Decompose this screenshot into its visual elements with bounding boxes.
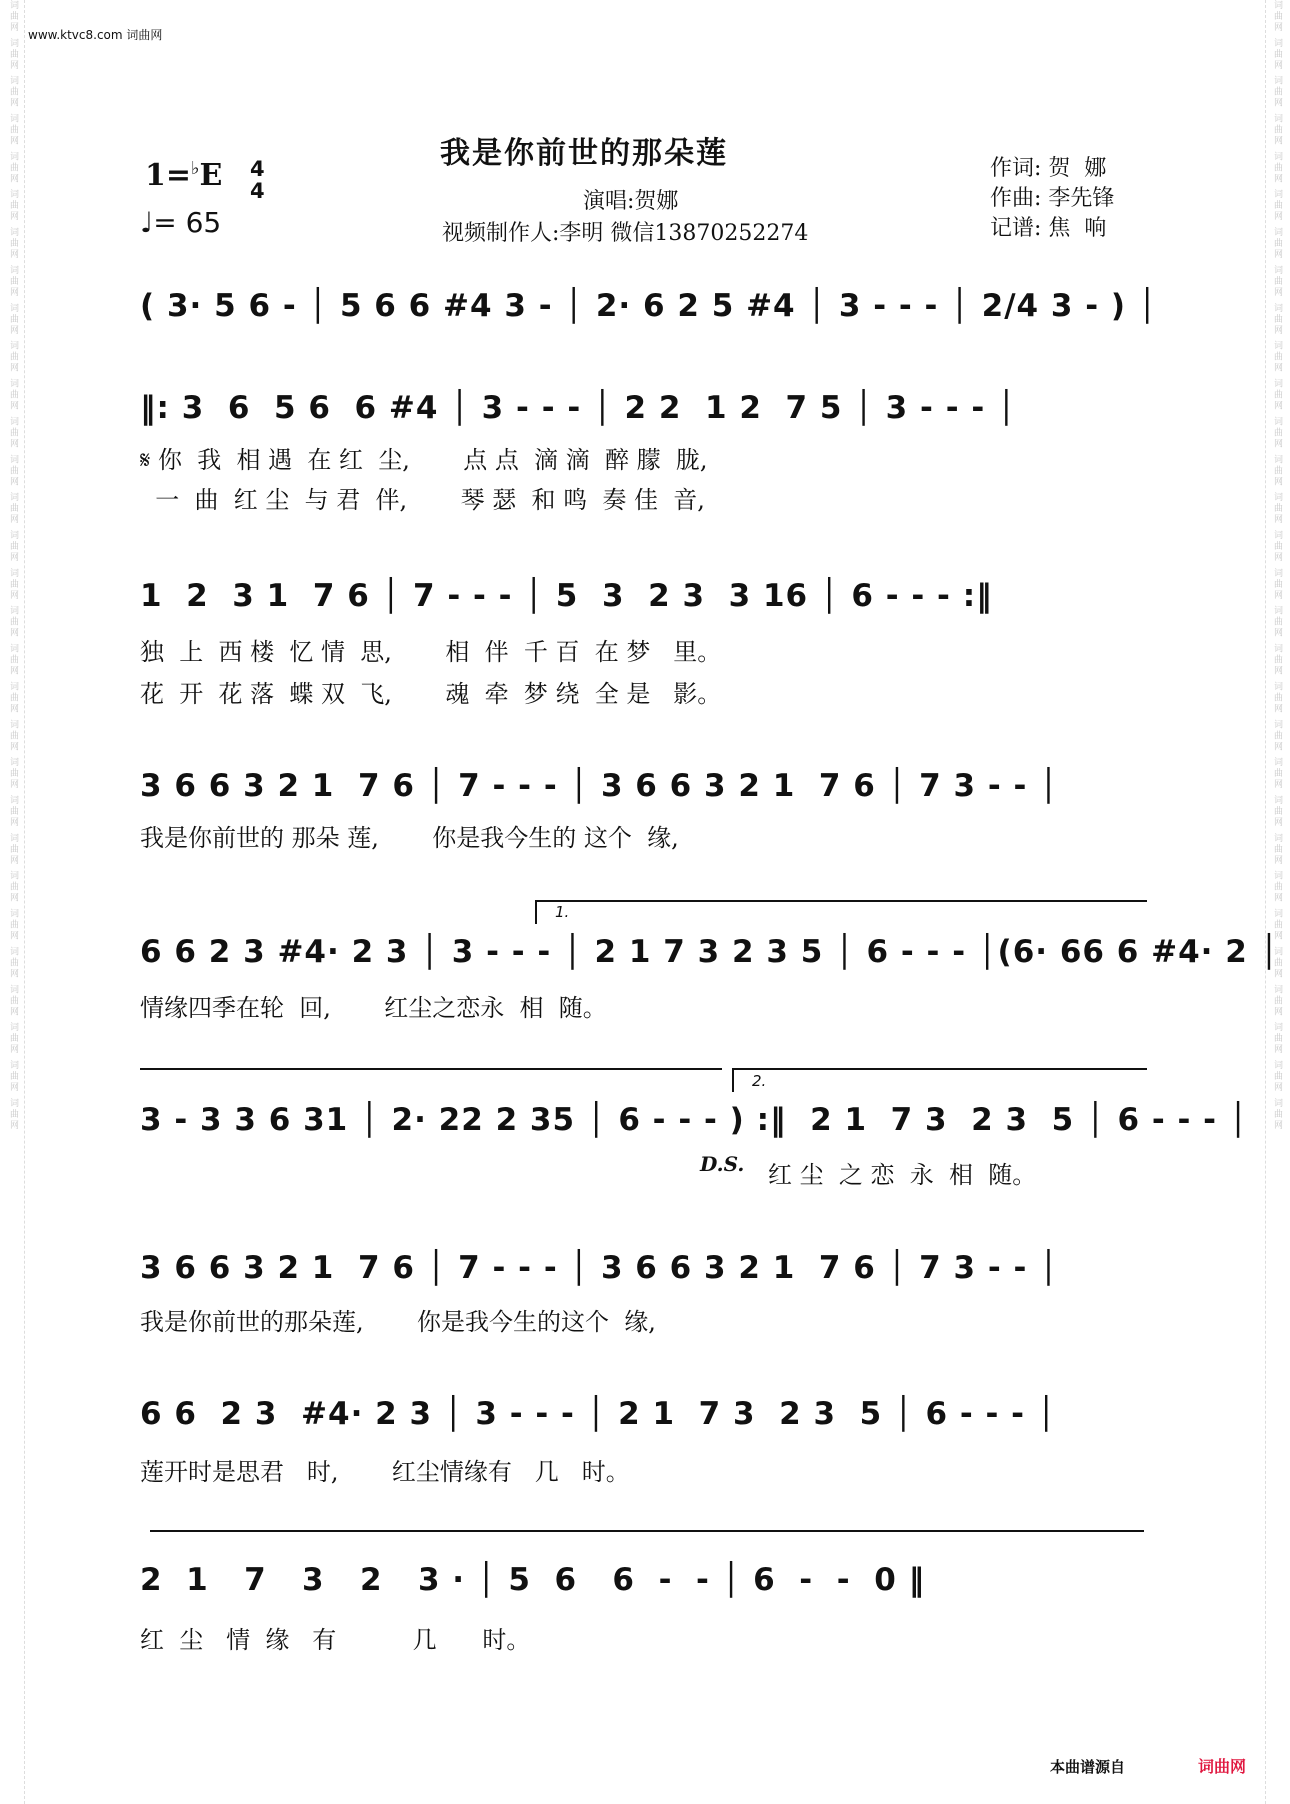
score-row-3: 1 2 3 1 7 6 │ 7 - - - │ 5 3 2 3 3 16 │ 6 - - - :‖ — [140, 578, 993, 614]
dal-segno: D.S. — [700, 1152, 745, 1176]
transcriber-credit: 记谱: 焦 响 — [990, 216, 1107, 241]
flat-icon: ♭ — [191, 158, 200, 179]
site-watermark[interactable]: www.ktvc8.com 词曲网 — [28, 28, 163, 42]
key-signature — [145, 158, 222, 193]
song-title: 我是你前世的那朵莲 — [440, 136, 728, 171]
meter-bottom: 4 — [250, 179, 265, 203]
score-row-7: 3 6 6 3 2 1 7 6 │ 7 - - - │ 3 6 6 3 2 1 7 6 │ 7 3 - - │ — [140, 1250, 1059, 1286]
lyric-row-2a: 𝄋 你 我 相 遇 在 红 尘, 点 点 滴 滴 醉 朦 胧, — [140, 446, 708, 474]
lyric-row-9: 红 尘 情 缘 有 几 时。 — [140, 1626, 531, 1654]
lyric-row-6: 红 尘 之 恋 永 相 随。 — [768, 1161, 1037, 1189]
score-row-6: 3 - 3 3 6 31 │ 2· 22 2 35 │ 6 - - - ) :‖ 2 1 7 3 2 3 5 │ 6 - - - │ — [140, 1102, 1249, 1138]
producer-credit: 视频制作人:李明 微信13870252274 — [442, 221, 809, 246]
key-prefix: 1= — [145, 158, 192, 193]
volta-1-continuation — [140, 1068, 722, 1070]
volta-2-label: 2. — [752, 1072, 767, 1090]
score-row-9: 2 1 7 3 2 3 · │ 5 6 6 - - │ 6 - - 0 ‖ — [140, 1562, 926, 1598]
lyric-row-4: 我是你前世的 那朵 莲, 你是我今生的 这个 缘, — [140, 824, 679, 852]
volta-2-bracket — [732, 1068, 1147, 1070]
credits-block — [990, 154, 1114, 244]
volta-1-bracket — [535, 900, 1147, 902]
time-signature — [250, 158, 265, 202]
score-row-4: 3 6 6 3 2 1 7 6 │ 7 - - - │ 3 6 6 3 2 1 7 6 │ 7 3 - - │ — [140, 768, 1059, 804]
source-brand-link[interactable]: 词曲网 — [1198, 1757, 1247, 1776]
source-note: 本曲谱源自 — [1050, 1758, 1126, 1776]
volta-1-tick — [535, 900, 537, 924]
volta-1-label: 1. — [555, 903, 570, 921]
score-row-1: ( 3· 5 6 - │ 5 6 6 #4 3 - │ 2· 6 2 5 #4 │ 3 - - - │ 2/4 3 - ) │ — [140, 288, 1158, 324]
key-letter: E — [199, 158, 223, 193]
tempo-marking: ♩= 65 — [140, 206, 222, 239]
score-row-5: 6 6 2 3 #4· 2 3 │ 3 - - - │ 2 1 7 3 2 3 5 │ 6 - - - │(6· 66 6 #4· 2 │ — [140, 934, 1280, 970]
meter-top: 4 — [250, 157, 265, 181]
lyricist-credit: 作词: 贺 娜 — [990, 156, 1107, 181]
score-row-8: 6 6 2 3 #4· 2 3 │ 3 - - - │ 2 1 7 3 2 3 5 │ 6 - - - │ — [140, 1396, 1057, 1432]
lyric-row-5: 情缘四季在轮 回, 红尘之恋永 相 随。 — [140, 994, 607, 1022]
right-watermark-strip: 词曲网 词曲网 词曲网 词曲网 词曲网 词曲网 词曲网 词曲网 词曲网 词曲网 词曲网 词曲网 词曲网 词曲网 词曲网 词曲网 词曲网 词曲网 词曲网 词曲网 词曲网 词曲网 词曲网 词曲网 词曲网 词曲网 词曲网 词曲网 词曲网 词曲网 — [1265, 0, 1288, 1804]
lyric-row-2b: 一 曲 红 尘 与 君 伴, 琴 瑟 和 鸣 奏 佳 音, — [140, 486, 705, 514]
lyric-row-3b: 花 开 花 落 蝶 双 飞, 魂 牵 梦 绕 全 是 影。 — [140, 680, 722, 708]
composer-credit: 作曲: 李先锋 — [990, 186, 1115, 211]
score-row-2: ‖: 3 6 5 6 6 #4 │ 3 - - - │ 2 2 1 2 7 5 │ 3 - - - │ — [140, 390, 1017, 426]
singer-credit: 演唱:贺娜 — [583, 189, 679, 214]
lyric-row-7: 我是你前世的那朵莲, 你是我今生的这个 缘, — [140, 1308, 656, 1336]
coda-bracket — [150, 1530, 1144, 1532]
lyric-row-8: 莲开时是思君 时, 红尘情缘有 几 时。 — [140, 1458, 630, 1486]
lyric-row-3a: 独 上 西 楼 忆 情 思, 相 伴 千 百 在 梦 里。 — [140, 638, 722, 666]
volta-2-tick — [732, 1068, 734, 1092]
left-watermark-strip: 词曲网 词曲网 词曲网 词曲网 词曲网 词曲网 词曲网 词曲网 词曲网 词曲网 词曲网 词曲网 词曲网 词曲网 词曲网 词曲网 词曲网 词曲网 词曲网 词曲网 词曲网 词曲网 词曲网 词曲网 词曲网 词曲网 词曲网 词曲网 词曲网 词曲网 — [2, 0, 25, 1804]
